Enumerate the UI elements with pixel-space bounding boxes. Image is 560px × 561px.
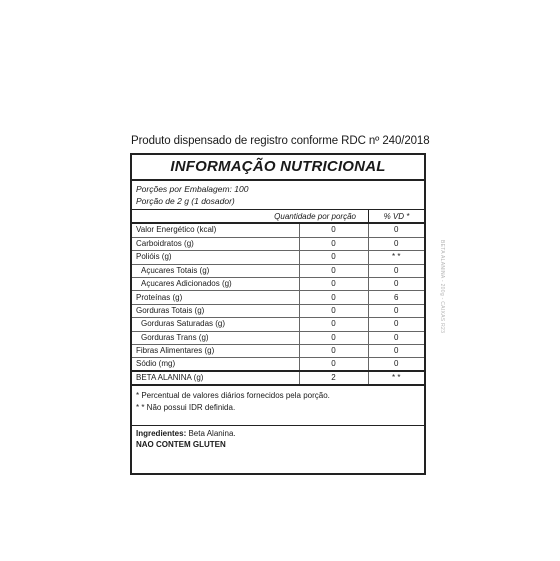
- ingredients-label: Ingredientes:: [136, 429, 187, 439]
- table-row: [132, 291, 424, 304]
- portion-size: Porção de 2 g (1 dosador): [136, 196, 235, 206]
- footnote-idr: * * Não possui IDR definida.: [136, 403, 236, 413]
- row-name: Sódio (mg): [132, 358, 299, 372]
- row-vd: 0: [368, 237, 424, 250]
- portion-info: [132, 181, 424, 210]
- row-name: BETA ALANINA (g): [132, 371, 299, 385]
- row-vd: 0: [368, 331, 424, 344]
- row-quantity: 0: [299, 237, 368, 250]
- row-name: Fibras Alimentares (g): [132, 345, 299, 358]
- row-quantity: 0: [299, 264, 368, 277]
- row-quantity: 0: [299, 318, 368, 331]
- label-title: INFORMAÇÃO NUTRICIONAL: [132, 155, 424, 181]
- row-vd: 0: [368, 358, 424, 372]
- quantity-header: Quantidade por porção: [274, 212, 356, 221]
- ingredients-value: Beta Alanina.: [188, 429, 236, 439]
- row-vd: * *: [368, 371, 424, 385]
- table-row: [132, 345, 424, 358]
- row-vd: 0: [368, 318, 424, 331]
- ingredients: [132, 426, 424, 439]
- table-header: [132, 210, 424, 224]
- row-name: Açucares Adicionados (g): [132, 278, 299, 291]
- table-row: [132, 278, 424, 291]
- table-row: [132, 358, 424, 372]
- nutrition-facts-label: [130, 153, 426, 475]
- footnotes: [132, 386, 424, 426]
- portions-per-package: Porções por Embalagem: 100: [136, 184, 249, 194]
- table-row: [132, 264, 424, 277]
- row-vd: 0: [368, 264, 424, 277]
- row-quantity: 0: [299, 304, 368, 317]
- row-quantity: 0: [299, 251, 368, 264]
- row-name: Carboidratos (g): [132, 237, 299, 250]
- table-row: [132, 251, 424, 264]
- row-vd: 0: [368, 224, 424, 237]
- row-name: Proteínas (g): [132, 291, 299, 304]
- row-vd: 0: [368, 345, 424, 358]
- row-quantity: 2: [299, 371, 368, 385]
- registration-note: Produto dispensado de registro conforme RDC nº 240/2018: [131, 135, 430, 147]
- table-row: [132, 237, 424, 250]
- table-row: [132, 304, 424, 317]
- row-quantity: 0: [299, 224, 368, 237]
- row-vd: * *: [368, 251, 424, 264]
- row-name: Gorduras Totais (g): [132, 304, 299, 317]
- row-name: Polióis (g): [132, 251, 299, 264]
- vd-header: % VD *: [368, 210, 424, 222]
- table-row: [132, 318, 424, 331]
- row-quantity: 0: [299, 291, 368, 304]
- nutrition-table: [132, 224, 424, 386]
- row-vd: 0: [368, 278, 424, 291]
- row-quantity: 0: [299, 331, 368, 344]
- row-quantity: 0: [299, 278, 368, 291]
- row-quantity: 0: [299, 345, 368, 358]
- row-name: Gorduras Saturadas (g): [132, 318, 299, 331]
- gluten-notice: NAO CONTEM GLUTEN: [136, 440, 226, 450]
- row-name: Açucares Totais (g): [132, 264, 299, 277]
- row-vd: 6: [368, 291, 424, 304]
- table-row-beta-alanina: [132, 371, 424, 385]
- row-name: Gorduras Trans (g): [132, 331, 299, 344]
- table-row: [132, 331, 424, 344]
- row-name: Valor Energético (kcal): [132, 224, 299, 237]
- footnote-vd: * Percentual de valores diários fornecidos pela porção.: [136, 391, 330, 401]
- row-quantity: 0: [299, 358, 368, 372]
- table-row: [132, 224, 424, 237]
- side-text: BETA ALANINA - 200g - CAIXAS R23: [439, 240, 445, 334]
- row-vd: 0: [368, 304, 424, 317]
